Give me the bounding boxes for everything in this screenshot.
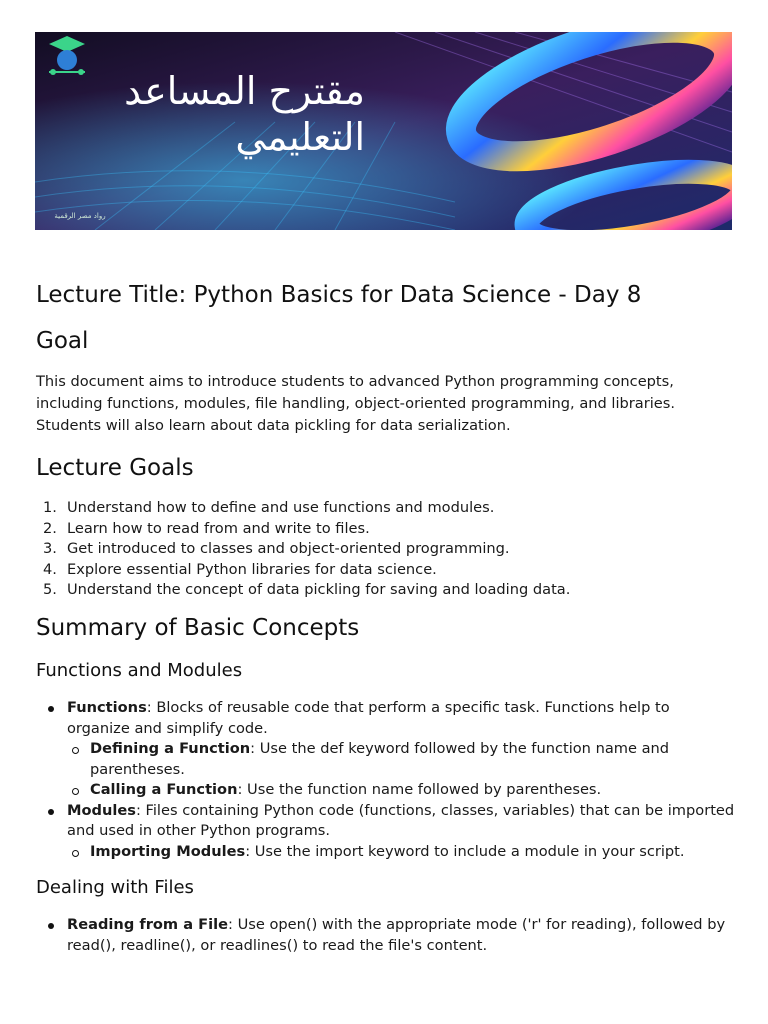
banner-title: [65, 68, 365, 160]
term: Modules: [67, 801, 136, 819]
list-item-text: Learn how to read from and write to files.: [67, 519, 370, 537]
summary-heading: Summary of Basic Concepts: [36, 615, 360, 641]
list-item: [36, 801, 736, 863]
bullet-icon: [48, 809, 54, 815]
list-item: [36, 519, 736, 540]
list-item: [36, 539, 736, 560]
term-description: : Use the def keyword followed by the function name and parentheses.: [90, 740, 670, 778]
list-item: [36, 698, 736, 801]
functions-modules-heading: Functions and Modules: [36, 660, 243, 681]
sub-list: [67, 842, 736, 863]
hollow-bullet-icon: [72, 850, 79, 857]
lecture-goals-heading: Lecture Goals: [36, 455, 194, 481]
list-number: 5.: [43, 581, 57, 598]
goal-heading: Goal: [36, 328, 89, 354]
bullet-icon: [48, 706, 54, 712]
dealing-files-heading: Dealing with Files: [36, 877, 194, 898]
term: Functions: [67, 699, 147, 716]
list-item-text: Understand the concept of data pickling for saving and loading data.: [67, 581, 571, 598]
term: Defining a Function: [90, 740, 251, 757]
list-number: 2.: [43, 519, 57, 537]
term-description: : Use the import keyword to include a module in your script.: [245, 842, 685, 860]
goal-paragraph: This document aims to introduce students to advanced Python programming concepts, including functions, modules, file handling, object-oriented programming, and libraries. Students will also learn about data pickling for data serialization.: [36, 373, 676, 434]
sub-list-item: [67, 739, 736, 780]
term: Reading from a File: [67, 916, 229, 933]
bullet-icon: [48, 923, 54, 929]
list-number: 3.: [43, 540, 57, 557]
functions-modules-list: [36, 698, 736, 862]
list-item: [36, 580, 736, 601]
list-item-text: Explore essential Python libraries for data science.: [67, 560, 437, 578]
list-item-text: Understand how to define and use functions and modules.: [67, 499, 495, 516]
term: Importing Modules: [90, 842, 246, 860]
hollow-bullet-icon: [72, 788, 79, 795]
lecture-title: Lecture Title: Python Basics for Data Science - Day 8: [36, 282, 642, 308]
list-item: [36, 560, 736, 581]
sub-list-item: [67, 780, 736, 801]
lecture-goals-list: [36, 498, 736, 601]
hollow-bullet-icon: [72, 747, 79, 754]
logo-caption: رواد مصر الرقمية: [54, 212, 106, 220]
term-description: : Use the function name followed by parentheses.: [237, 781, 602, 798]
term-description: : Use open() with the appropriate mode ('r' for reading), followed by read(), readline(), or readlines() to read the file's content.: [67, 916, 726, 954]
list-item: [36, 498, 736, 519]
term-description: : Blocks of reusable code that perform a specific task. Functions help to organize and simplify code.: [67, 699, 670, 737]
list-number: 4.: [43, 560, 57, 578]
sub-list: [67, 739, 736, 801]
banner-title-line1: مقترح المساعد: [124, 69, 365, 113]
term-description: : Files containing Python code (functions, classes, variables) that can be imported and used in other Python programs.: [67, 801, 735, 839]
banner-title-line2: التعليمي: [235, 115, 365, 159]
list-item-text: Get introduced to classes and object-oriented programming.: [67, 540, 510, 557]
graduation-logo-icon: [35, 32, 99, 88]
files-list: [36, 915, 736, 956]
list-number: 1.: [43, 499, 57, 516]
header-banner: [35, 32, 732, 230]
sub-list-item: [67, 842, 736, 863]
list-item: [36, 915, 736, 956]
term: Calling a Function: [90, 781, 238, 798]
